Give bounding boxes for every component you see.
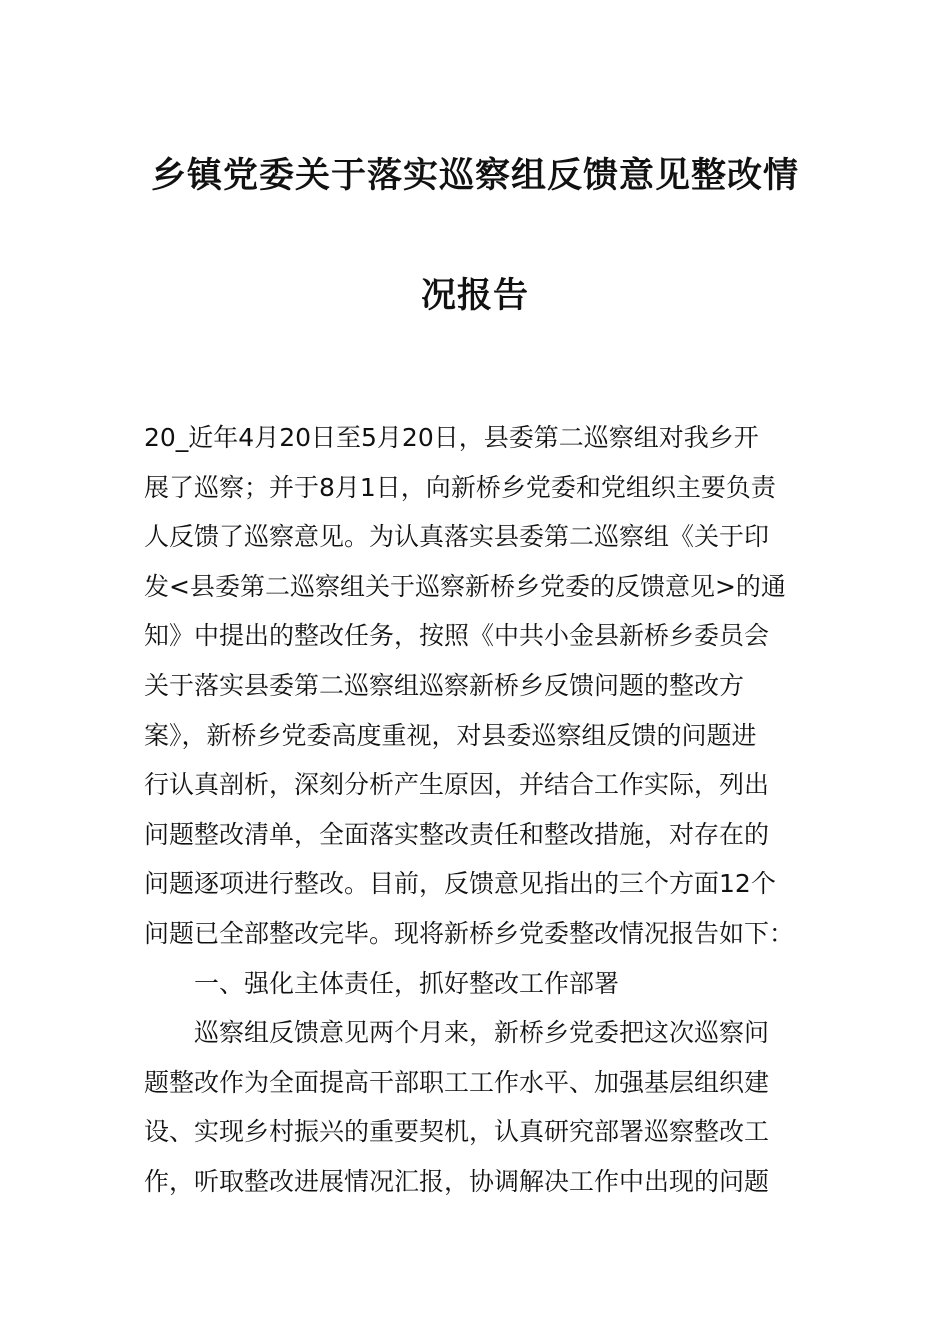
- document-title-line-1: 乡镇党委关于落实巡察组反馈意见整改情: [150, 156, 799, 196]
- body-line: 案》，新桥乡党委高度重视，对县委巡察组反馈的问题进: [144, 720, 757, 750]
- body-line: 关于落实县委第二巡察组巡察新桥乡反馈问题的整改方: [144, 670, 745, 700]
- body-line: 人反馈了巡察意见。为认真落实县委第二巡察组《关于印: [144, 522, 770, 552]
- body-line: 问题逐项进行整改。目前，反馈意见指出的三个方面12个: [144, 869, 776, 899]
- body-line: 行认真剖析，深刻分析产生原因，并结合工作实际，列出: [144, 770, 770, 800]
- body-line: 作，听取整改进展情况汇报，协调解决工作中出现的问题: [144, 1166, 770, 1196]
- document-body: [144, 413, 808, 1207]
- body-line: 设、实现乡村振兴的重要契机，认真研究部署巡察整改工: [144, 1117, 770, 1147]
- section-heading: 一、强化主体责任，抓好整改工作部署: [194, 968, 620, 998]
- body-line: 巡察组反馈意见两个月来，新桥乡党委把这次巡察问: [194, 1018, 770, 1048]
- body-line: 展了巡察；并于8月1日，向新桥乡党委和党组织主要负责: [144, 472, 776, 502]
- body-line: 问题整改清单，全面落实整改责任和整改措施，对存在的: [144, 819, 770, 849]
- body-line: 知》中提出的整改任务，按照《中共小金县新桥乡委员会: [144, 621, 770, 651]
- body-line: 问题已全部整改完毕。现将新桥乡党委整改情况报告如下：: [144, 918, 795, 948]
- document-title-line-2: 况报告: [420, 276, 529, 316]
- body-line: 20_近年4月20日至5月20日，县委第二巡察组对我乡开: [144, 423, 759, 452]
- body-line: 发<县委第二巡察组关于巡察新桥乡党委的反馈意见>的通: [144, 571, 786, 601]
- body-line: 题整改作为全面提高干部职工工作水平、加强基层组织建: [144, 1067, 770, 1097]
